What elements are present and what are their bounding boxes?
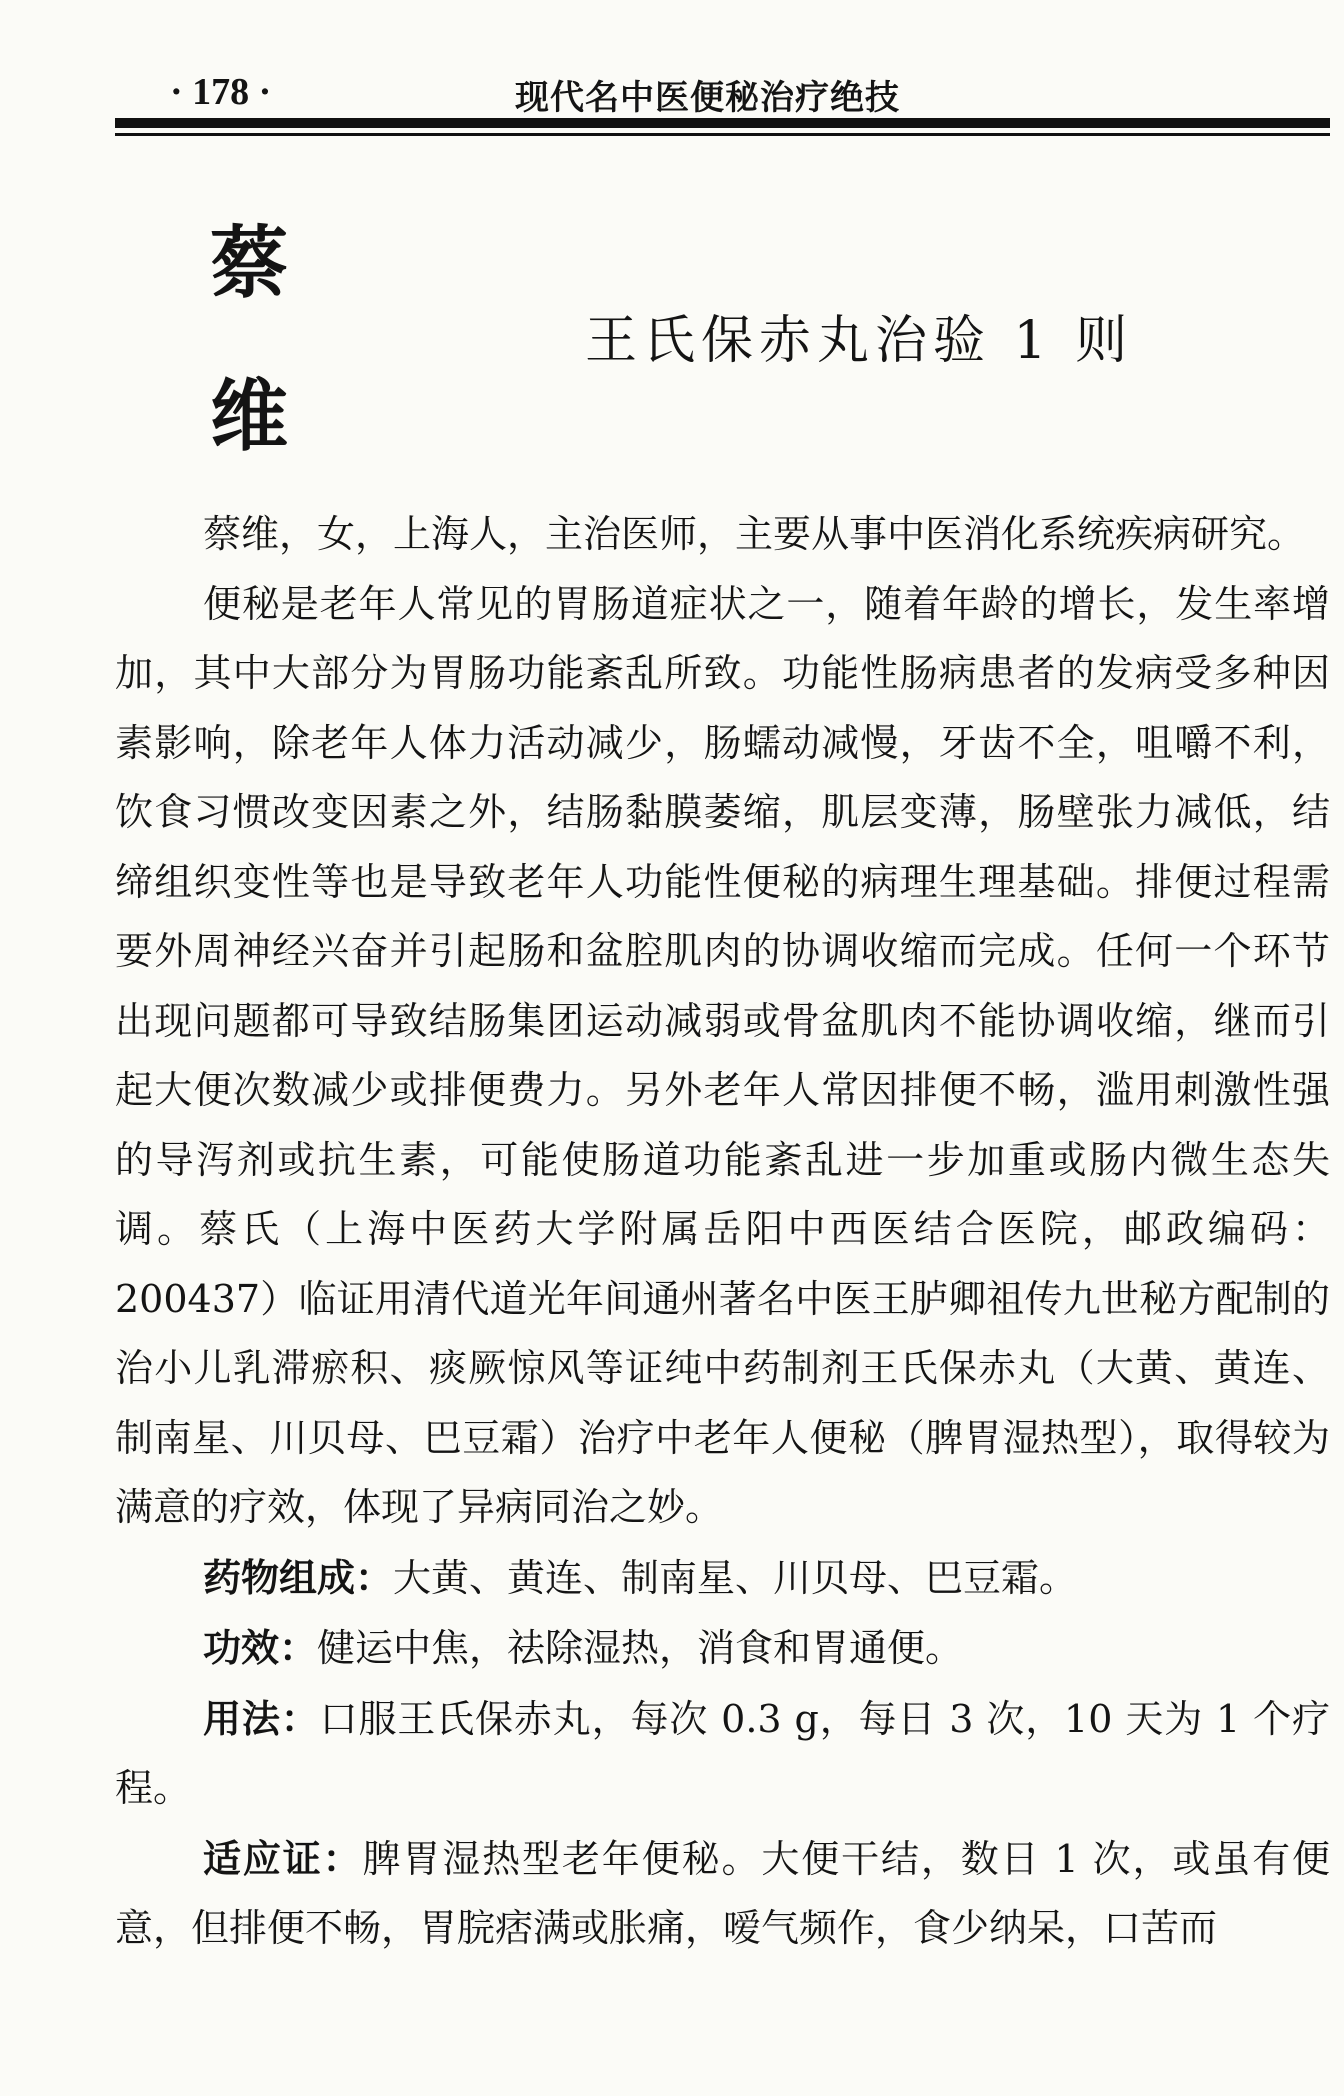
main-paragraph: 便秘是老年人常见的胃肠道症状之一，随着年龄的增长，发生率增加，其中大部分为胃肠功能紊乱所致。功能性肠病患者的发病受多种因素影响，除老年人体力活动减少，肠蠕动减慢，牙齿不全，咀嚼不利，饮食习惯改变因素之外，结肠黏膜萎缩，肌层变薄，肠壁张力减低，结缔组织变性等也是导致老年人功能性便秘的病理生理基础。排便过程需要外周神经兴奋并引起肠和盆腔肌肉的协调收缩而完成。任何一个环节出现问题都可导致结肠集团运动减弱或骨盆肌肉不能协调收缩，继而引起大便次数减少或排便费力。另外老年人常因排便不畅，滥用刺激性强的导泻剂或抗生素，可能使肠道功能紊乱进一步加重或肠内微生态失调。蔡氏（上海中医药大学附属岳阳中西医结合医院，邮政编码：200437）临证用清代道光年间通州著名中医王胪卿祖传九世秘方配制的治小儿乳滞瘀积、痰厥惊风等证纯中药制剂王氏保赤丸（大黄、黄连、制南星、川贝母、巴豆霜）治疗中老年人便秘（脾胃湿热型），取得较为满意的疗效，体现了异病同治之妙。 <box>115 581 1330 1529</box>
indication-text: 脾胃湿热型老年便秘。大便干结，数日 1 次，或虽有便意，但排便不畅，胃脘痞满或胀痛，嗳气频作，食少纳呆，口苦而 <box>115 1836 1330 1950</box>
article-title: 王氏保赤丸治验 1 则 <box>585 311 1134 371</box>
book-title: 现代名中医便秘治疗绝技 <box>515 78 900 118</box>
usage-label: 用法： <box>203 1695 320 1741</box>
article-body <box>115 500 1330 1964</box>
usage-text: 口服王氏保赤丸，每次 0.3 g，每日 3 次，10 天为 1 个疗程。 <box>115 1696 1330 1810</box>
efficacy-label: 功效： <box>203 1625 318 1670</box>
author-name-char-2: 维 <box>210 371 289 462</box>
efficacy-text: 健运中焦，祛除湿热，消食和胃通便。 <box>317 1626 964 1670</box>
efficacy-paragraph <box>115 1613 1330 1684</box>
composition-label: 药物组成： <box>203 1554 394 1600</box>
author-name-char-1: 蔡 <box>210 218 289 309</box>
usage-paragraph <box>115 1684 1330 1824</box>
page-header <box>115 62 1330 122</box>
page-number: · 178 · <box>170 71 272 113</box>
indication-label: 适应证： <box>203 1835 363 1881</box>
composition-paragraph <box>115 1543 1330 1614</box>
composition-text: 大黄、黄连、制南星、川贝母、巴豆霜。 <box>393 1555 1078 1600</box>
indication-paragraph <box>115 1824 1330 1964</box>
author-intro-paragraph: 蔡维，女，上海人，主治医师，主要从事中医消化系统疾病研究。 <box>203 512 1306 556</box>
header-rule-thin <box>115 133 1330 136</box>
header-rule-thick <box>115 118 1330 128</box>
